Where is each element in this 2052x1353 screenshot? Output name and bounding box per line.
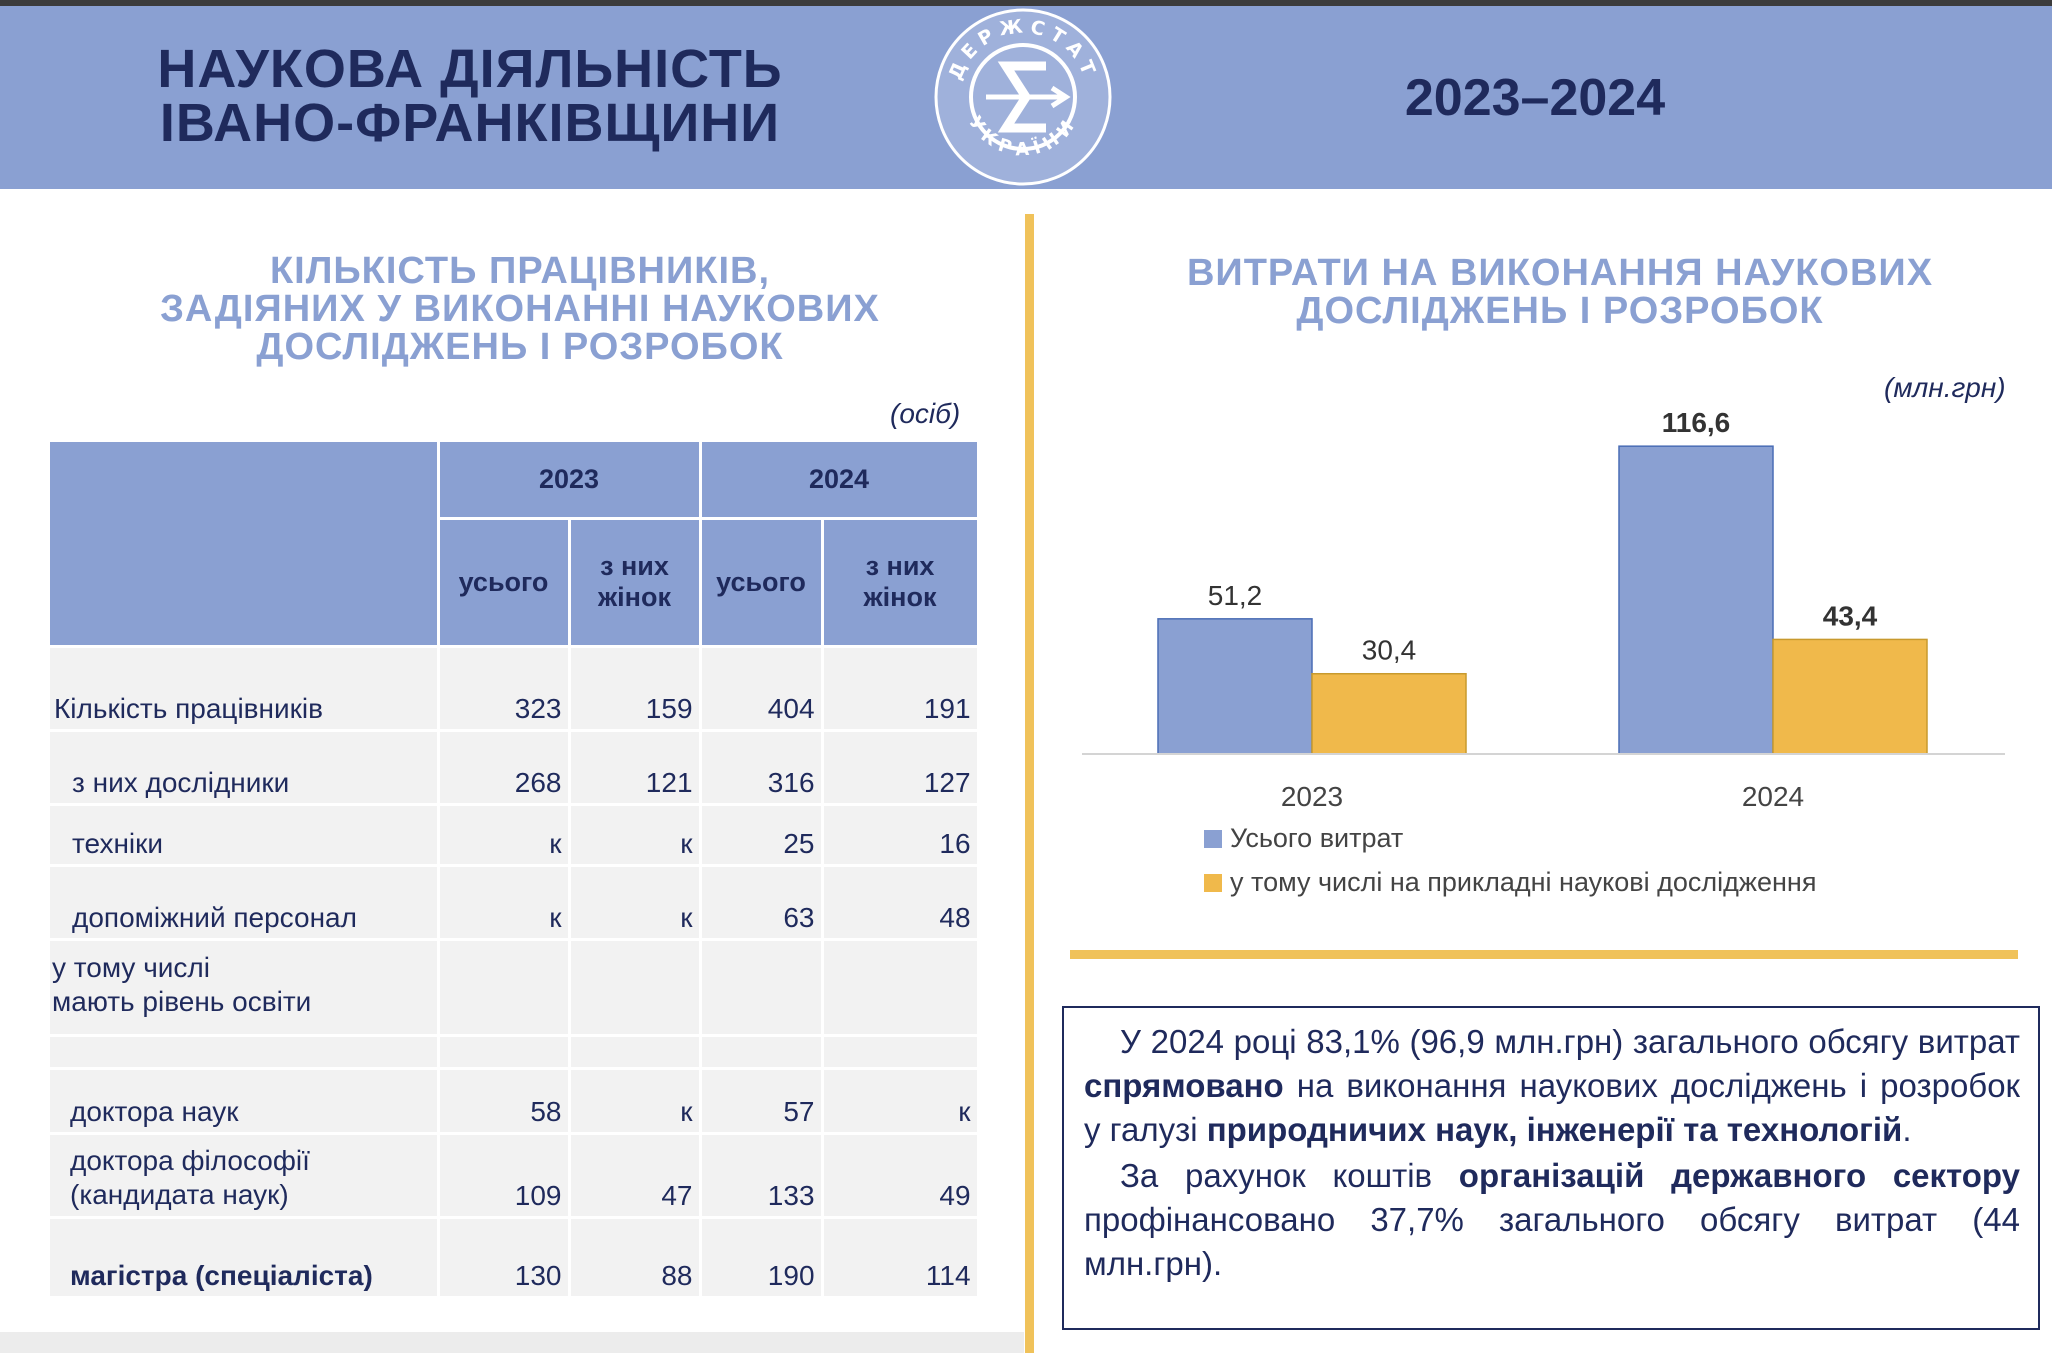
data-label: 116,6 (1661, 407, 1731, 439)
x-tick-label: 2023 (1280, 781, 1344, 812)
table-header-total-2024: усього (700, 518, 822, 646)
row-label: Кількість працівників (50, 646, 438, 730)
cell: 190 (700, 1217, 822, 1297)
text-span: За рахунок коштів (1120, 1157, 1459, 1194)
logo-top-text: ДЕРЖСТАТ (944, 14, 1102, 84)
panel-divider (1025, 214, 1034, 1353)
table-row-spacer (50, 1035, 978, 1068)
text-bold: спрямовано (1084, 1067, 1284, 1104)
table-row (50, 646, 978, 730)
employees-table (50, 442, 980, 1299)
bar-applied-2023 (1312, 674, 1466, 754)
text-bold: організацій державного сектору (1458, 1157, 2020, 1194)
cell: 47 (569, 1133, 700, 1217)
table-row (50, 1068, 978, 1133)
table-header-women-2023 (569, 518, 700, 646)
row-label-line2: (кандидата наук) (70, 1178, 289, 1210)
summary-paragraph-2 (1084, 1154, 2020, 1286)
table-header-year-2024: 2024 (700, 442, 978, 518)
row-label: допоміжний персонал (50, 865, 438, 939)
cell: к (438, 804, 569, 865)
employees-title-line2: ЗАДІЯНИХ У ВИКОНАННІ НАУКОВИХ (160, 288, 880, 330)
table-row (50, 865, 978, 939)
cell: 114 (822, 1217, 978, 1297)
cell: 130 (438, 1217, 569, 1297)
page-title-line1: НАУКОВА ДІЯЛЬНІСТЬ (157, 39, 783, 99)
cell: 191 (822, 646, 978, 730)
cell (438, 939, 569, 1035)
text-span: на виконання наукових досліджень і розробок у галузі (1084, 1067, 2020, 1148)
cell: к (438, 865, 569, 939)
summary-paragraph-1 (1084, 1020, 2020, 1152)
table-row (50, 1217, 978, 1297)
derzhstat-logo (934, 8, 1112, 186)
bar-total-2024 (1619, 446, 1773, 754)
row-label: доктора наук (50, 1068, 438, 1133)
expenses-title-line1: ВИТРАТИ НА ВИКОНАННЯ НАУКОВИХ (1186, 252, 1934, 294)
cell: к (822, 1068, 978, 1133)
cell (50, 1035, 438, 1068)
cell: 109 (438, 1133, 569, 1217)
table-header-women-2024 (822, 518, 978, 646)
table-row (50, 730, 978, 804)
table-row (50, 804, 978, 865)
row-label (50, 939, 438, 1035)
cell (569, 1035, 700, 1068)
legend-label: у тому числі на прикладні наукові дослідження (1230, 867, 1817, 897)
women-line2: жінок (863, 582, 937, 612)
cell: к (569, 865, 700, 939)
page-title (120, 39, 820, 153)
text-span: профінансовано 37,7% загального обсягу витрат (44 млн.грн). (1084, 1201, 2020, 1282)
row-label: з них дослідники (50, 730, 438, 804)
row-label-line2: мають рівень освіти (52, 986, 312, 1017)
row-label: магістра (спеціаліста) (50, 1217, 438, 1297)
row-label-line1: доктора філософії (70, 1144, 310, 1176)
employees-title-line3: ДОСЛІДЖЕНЬ І РОЗРОБОК (256, 326, 784, 368)
text-span: У 2024 році 83,1% (96,9 млн.грн) загального обсягу витрат (1120, 1023, 2020, 1060)
cell: 25 (700, 804, 822, 865)
cell: 404 (700, 646, 822, 730)
cell: 316 (700, 730, 822, 804)
table-row (50, 939, 978, 1035)
years-range: 2023–2024 (1404, 69, 1666, 127)
cell: 58 (438, 1068, 569, 1133)
cell (569, 939, 700, 1035)
cell (438, 1035, 569, 1068)
cell (822, 1035, 978, 1068)
table-header-total-2023: усього (438, 518, 569, 646)
cell (822, 939, 978, 1035)
cell: 48 (822, 865, 978, 939)
table-header-year-2023: 2023 (438, 442, 700, 518)
row-label: техніки (50, 804, 438, 865)
summary-textbox (1062, 1006, 2040, 1330)
legend-label: Усього витрат (1230, 823, 1404, 853)
text-bold: природничих наук, інженерії та технологій (1206, 1111, 1903, 1148)
logo-bottom-text: УКРАЇНИ (964, 112, 1082, 161)
x-tick-label: 2024 (1741, 781, 1805, 812)
bar-total-2023 (1158, 619, 1312, 754)
row-label (50, 1133, 438, 1217)
cell: 127 (822, 730, 978, 804)
table-header-row-years (50, 442, 978, 518)
cell: 16 (822, 804, 978, 865)
cell (700, 1035, 822, 1068)
employees-title-line1: КІЛЬКІСТЬ ПРАЦІВНИКІВ, (269, 250, 771, 292)
data-label: 51,2 (1207, 579, 1263, 611)
expenses-title-line2: ДОСЛІДЖЕНЬ І РОЗРОБОК (1296, 290, 1824, 332)
table-header-corner (50, 442, 438, 646)
cell: 323 (438, 646, 569, 730)
data-label: 30,4 (1361, 634, 1417, 666)
cell: 49 (822, 1133, 978, 1217)
cell: 88 (569, 1217, 700, 1297)
employees-title (60, 252, 980, 366)
bottom-strip (0, 1332, 1024, 1353)
cell: 63 (700, 865, 822, 939)
expenses-bar-chart (1070, 400, 2030, 920)
cell: 268 (438, 730, 569, 804)
women-line2: жінок (598, 582, 671, 612)
yellow-separator-bar (1070, 950, 2018, 959)
cell: 159 (569, 646, 700, 730)
table-row (50, 1133, 978, 1217)
cell: 133 (700, 1133, 822, 1217)
data-label: 43,4 (1822, 600, 1878, 632)
page-title-line2: ІВАНО-ФРАНКІВЩИНИ (159, 93, 781, 153)
women-line1: з них (600, 551, 669, 581)
cell: 121 (569, 730, 700, 804)
cell: к (569, 804, 700, 865)
employees-units: (осіб) (890, 398, 961, 429)
expenses-units: (млн.грн) (1884, 372, 2006, 403)
text-span: . (1902, 1111, 1912, 1148)
women-line1: з них (865, 551, 935, 581)
expenses-title (1100, 254, 2020, 330)
row-label-line1: у тому числі (52, 952, 210, 983)
legend-swatch (1204, 874, 1222, 892)
cell: к (569, 1068, 700, 1133)
bar-applied-2024 (1773, 639, 1927, 754)
legend-swatch (1204, 830, 1222, 848)
cell (700, 939, 822, 1035)
cell: 57 (700, 1068, 822, 1133)
